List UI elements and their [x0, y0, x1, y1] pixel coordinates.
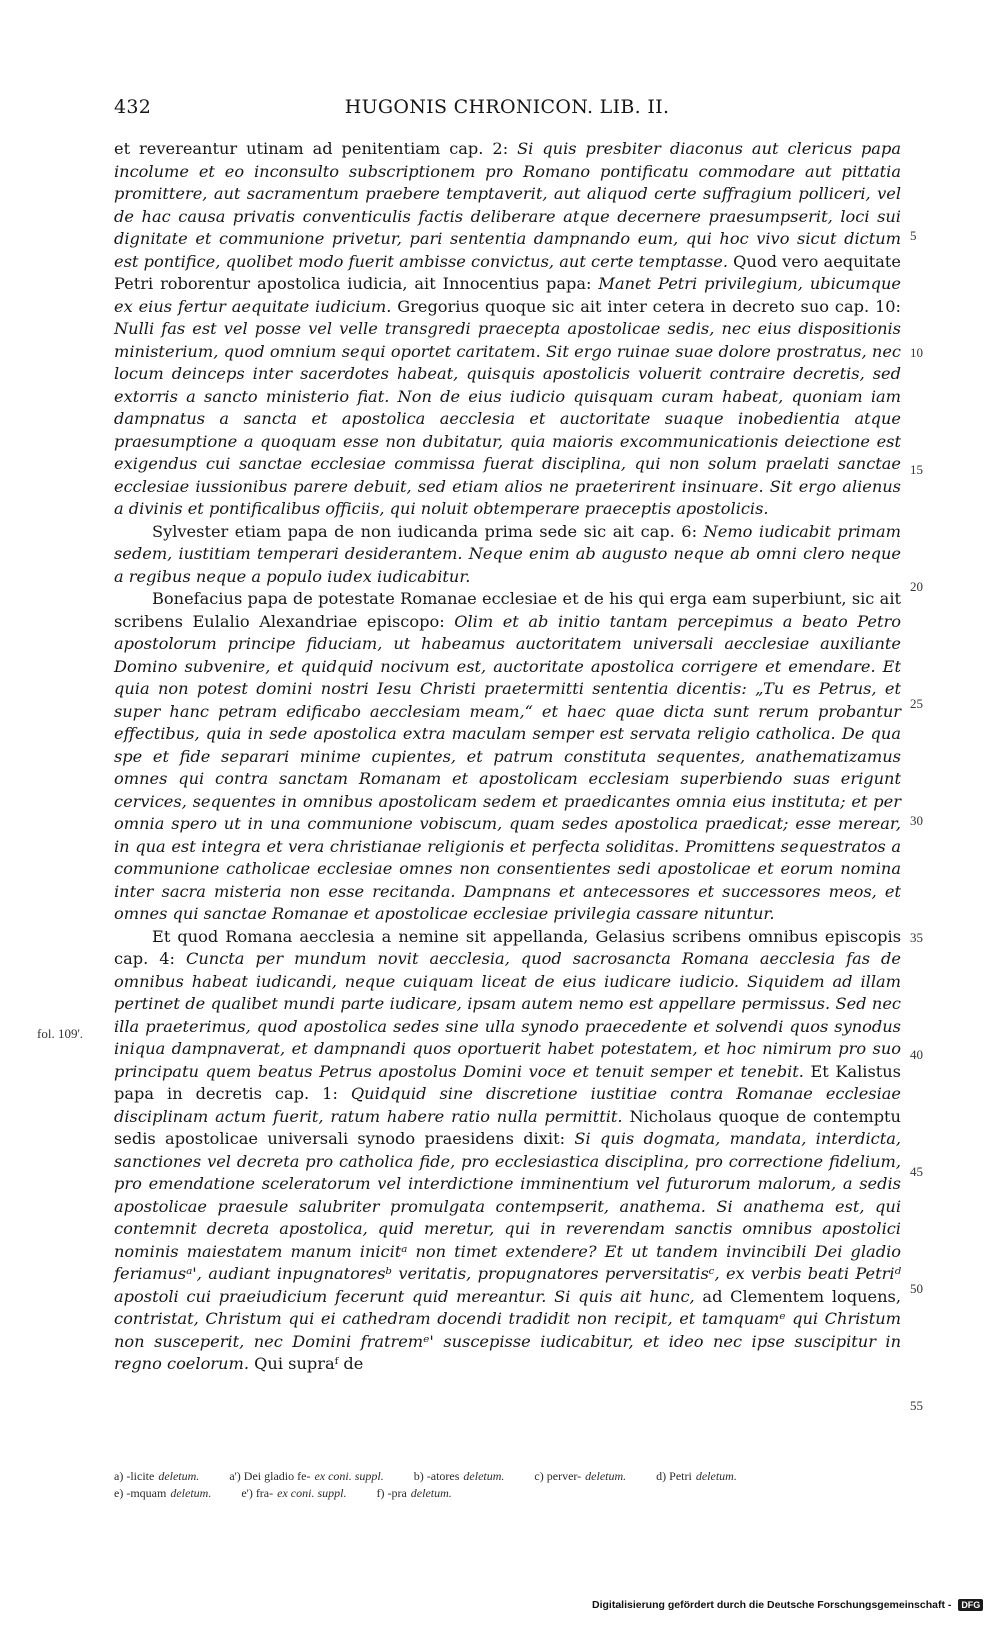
line-number: 50	[910, 1281, 923, 1296]
footnote-text: -pra	[387, 1486, 407, 1500]
footnote-text: Petri	[669, 1469, 692, 1483]
line-number: 45	[910, 1164, 923, 1179]
narrative-text: ad Clementem loquens,	[694, 1286, 901, 1306]
footnote-text: -mquam	[126, 1486, 167, 1500]
line-number: 55	[910, 1398, 923, 1413]
quoted-text: Quidquid sine discretione iustitiae contra Romanae ecclesiae disciplinam actum fuerit, ratum habere ratio nulla permittit.	[114, 1084, 902, 1126]
footnote-text: -atores	[426, 1469, 460, 1483]
footnote-mark: a)	[114, 1469, 127, 1483]
narrative-text: Gregorius quoque sic ait inter cetera in decreto suo cap. 10:	[391, 296, 902, 316]
footnote-text: perver-	[546, 1469, 582, 1483]
quoted-text: Nulli fas est vel posse vel velle transgredi praecepta apostolicae sedis, nec eius dispositionis ministerium, quod omnium sequi oportet caritatem. Sit ergo ruinae suae dolore prostratus, nec locum deinceps inter sacerdotes habeat, quisquis apostolicis voluerit contraire decretis, sed extorris a sancto ministerio fiat. Non de eius iudicio quisquam curam habeat, quoniam iam dampnatus a sancta et apostolica aecclesia et auctoritate suaque inobedientia atque praesumptione a quoquam esse non dubitatur, quia maioris excommunicationis deiectione est exigendus cui sanctae ecclesiae commissa fuerat disciplina, qui non solum praelati sanctae ecclesiae iussionibus parere debuit, sed etiam alios ne praeterirent insinuare. Sit ergo alienus a divinis et pontificalibus officiis, qui noluit obtemperare praeceptis apostolicis.	[114, 319, 901, 518]
footnote-note: deletum.	[695, 1469, 737, 1483]
footnote-mark: e')	[241, 1486, 256, 1500]
footnote	[656, 1469, 737, 1483]
narrative-text: Et Kalistus papa in decretis cap. 1:	[114, 1061, 901, 1103]
folio-marker: fol. 109'.	[37, 1026, 84, 1041]
footnote-mark: d)	[656, 1469, 670, 1483]
footnote-text: fra-	[255, 1486, 274, 1500]
footnote-note: deletum.	[585, 1469, 627, 1483]
footnote-mark: b)	[413, 1469, 427, 1483]
footnote-note: ex coni. suppl.	[314, 1469, 384, 1483]
footnote	[534, 1469, 626, 1483]
line-number: 25	[910, 696, 923, 711]
quoted-text: Si quis presbiter diaconus aut clericus papa incolume et eo inconsulto subscriptionem pro Romano pontificatu commodare aut pittatia promittere, aut sacramentum praebere temptaverit, aut aliquod certe suffragium polliceri, vel de hac causa privatis conventiculis factis deliberare atque decernere praesumpserit, loci sui dignitate et communione privetur, pari sententia dampnando eum, qui hoc vivo sicut dictum est pontifice, quolibet modo fuerit ambisse convictus, aut certe temptasse.	[114, 139, 901, 271]
quoted-text: Olim et ab initio tantam percepimus a beato Petro apostolorum principe fiduciam, ut habeamus auctoritatem universali aecclesiae auxiliante Domino subvenire, et quidquid nocivum est, auctoritate apostolica corrigere et emendare. Et quia non potest domini nostri Iesu Christi praetermitti sententia dicentis: „Tu es Petrus, et super hanc petram edificabo aecclesiam meam,“ et haec quae dicta sunt rerum probantur effectibus, quia in sede apostolica extra maculam semper est servata religio catholica. De qua spe et fide separari minime cupientes, et patrum constituta sequentes, anathematizamus omnes qui contra sanctam Romanam et apostolicam ecclesiam superbiendo suas erigunt cervices, sequentes in omnibus apostolicam sedem et praedicantes omnia eius instituta; et per omnia spero ut in una communione vobiscum, quam sedes apostolica praedicat; esse merear, in qua est integra et vera christianae religionis et perfecta soliditas. Promittens sequestratos a communione catholicae ecclesiae omnes non consentientes sedi apostolicae et eorum nomina inter sacra misteria non esse recitanda. Dampnans et antecessores et successores meos, et omnes qui sanctae Romanae et apostolicae ecclesiae privilegia cassare nituntur.	[114, 611, 901, 923]
dfg-logo: DFG	[958, 1599, 983, 1611]
quoted-text: Cuncta per mundum novit aecclesia, quod sacrosancta Romana aecclesia fas de omnibus habeat iudicandi, neque cuiquam liceat de eius iudicare iudicio. Siquidem ad illam pertinet de qualibet mundi parte iudicare, ipsam autem nemo est appellare permissus. Sed nec illa praeterimus, quod apostolica sedes sine ulla synodo praecedente et solvendi quos synodus iniqua dampnaverat, et dampnandi quos oportuerit habet potestatem, et hoc nimirum pro suo principatu quem beatus Petrus apostolus Domini voce et tenuit semper et tenebit.	[114, 949, 901, 1081]
footnote-note: deletum.	[158, 1469, 200, 1483]
line-number: 30	[910, 813, 923, 828]
footnote-mark: f)	[376, 1486, 388, 1500]
footnote	[114, 1469, 199, 1483]
line-number: 40	[910, 1047, 923, 1062]
quoted-text: Si quis dogmata, mandata, interdicta, sanctiones vel decreta pro catholica fide, pro ecclesiastica disciplina, pro correctione fidelium, pro emendatione sceleratorum vel interdictione imminentium vel futurorum malorum, a sedis apostolicae praesule salubriter promulgata contempserit, anathema. Si anathema est, qui contemnit decreta apostolica, quid meretur, qui in reverendam sanctis omnibus apostolici nominis maiestatem manum inicitᵃ non timet extendere? Et ut tandem invincibili Dei gladio feriamusᵃ', audiant inpugnatoresᵇ veritatis, propugnatores perversitatisᶜ, ex verbis beati Petriᵈ apostoli cui praeiudicium fecerunt quid mereantur. Si quis ait hunc,	[114, 1129, 902, 1306]
footnote-text: -licite	[126, 1469, 155, 1483]
quoted-text: contristat, Christum qui ei cathedram docendi tradidit non recipit, et tamquamᵉ qui Christum non susceperit, nec Domini fratremᵉ' suscepisse iudicabitur, et ideo nec ipse suscipitur in regno coelorum.	[114, 1309, 901, 1373]
line-number: 20	[910, 579, 923, 594]
narrative-text: Bonefacius papa de potestate Romanae ecclesiae et de his qui erga eam superbiunt, sic ait scribens Eulalio Alexandriae episcopo:	[114, 589, 901, 631]
line-number: 35	[910, 930, 923, 945]
footnote-mark: e)	[114, 1486, 127, 1500]
main-text	[114, 138, 901, 1376]
footnote-note: deletum.	[170, 1486, 212, 1500]
footnotes	[114, 1468, 901, 1502]
footnote	[114, 1486, 211, 1500]
footnote-text: Dei gladio fe-	[243, 1469, 311, 1483]
footnote	[229, 1469, 383, 1483]
quoted-text: Nemo iudicabit primam sedem, iustitiam temperari desiderantem. Neque enim ab augusto neque ab omni clero neque a regibus neque a populo iudex iudicabitur.	[114, 521, 901, 586]
narrative-text: et revereantur utinam ad penitentiam cap. 2:	[114, 139, 518, 158]
footnote-note: deletum.	[463, 1469, 505, 1483]
footnote-mark: a')	[229, 1469, 244, 1483]
digitization-footer	[592, 1599, 983, 1619]
footnote-mark: c)	[534, 1469, 547, 1483]
footnote-note: ex coni. suppl.	[277, 1486, 347, 1500]
line-number: 5	[910, 228, 917, 243]
footer-text: Digitalisierung gefördert durch die Deutsche Forschungsgemeinschaft -	[592, 1599, 952, 1612]
narrative-text: Sylvester etiam papa de non iudicanda prima sede sic ait cap. 6:	[152, 521, 704, 541]
footnote-note: deletum.	[410, 1486, 452, 1500]
quoted-text: Manet Petri privilegium, ubicumque ex eius fertur aequitate iudicium.	[114, 274, 902, 316]
footnote	[414, 1469, 505, 1483]
paragraph-1	[114, 138, 901, 521]
line-number: 15	[910, 462, 923, 477]
running-title: HUGONIS CHRONICON. LIB. II.	[344, 96, 670, 118]
footnote	[241, 1486, 346, 1500]
paragraph-2	[114, 521, 901, 589]
narrative-text: Nicholaus quoque de contemptu sedis apostolicae universali synodo praesidens dixit:	[114, 1106, 901, 1148]
paragraph-3	[114, 588, 901, 926]
paragraph-4	[114, 926, 901, 1376]
narrative-text: Quod vero aequitate Petri roborentur apostolica iudicia, ait Innocentius papa:	[114, 251, 901, 293]
footnote	[376, 1486, 451, 1500]
page-number: 432	[114, 96, 152, 118]
page-header	[114, 96, 900, 126]
narrative-text: Qui supraᶠ de	[248, 1354, 364, 1373]
line-number: 10	[910, 345, 923, 360]
narrative-text: Et quod Romana aecclesia a nemine sit appellanda, Gelasius scribens omnibus episcopis cap. 4:	[114, 926, 901, 968]
